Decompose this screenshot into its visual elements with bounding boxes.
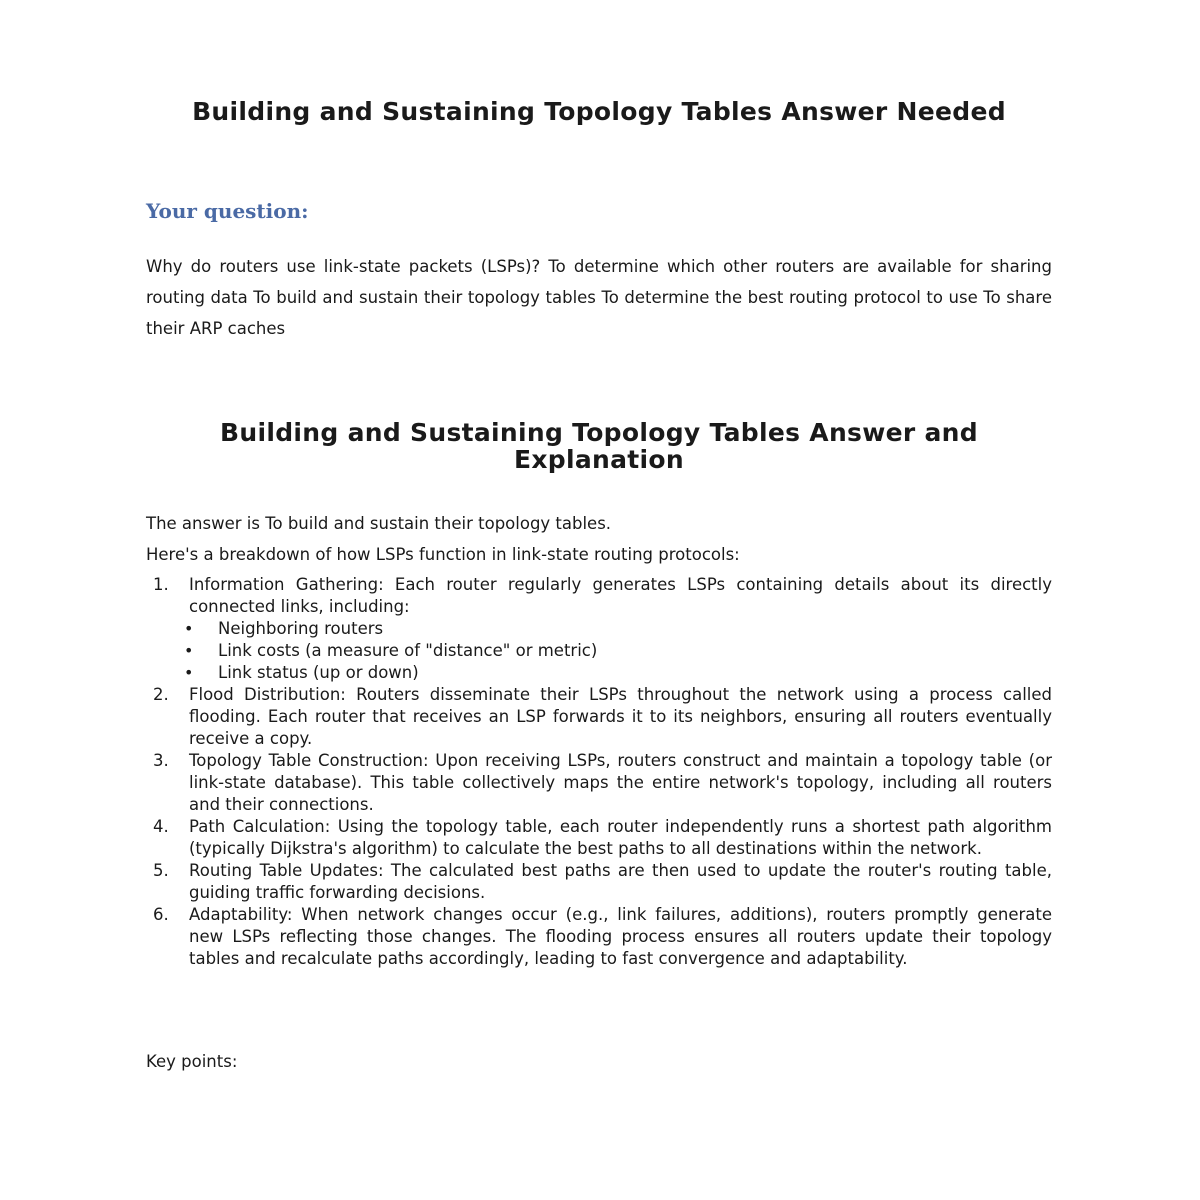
step-number: 4. <box>153 817 169 836</box>
bullet-text: Link status (up or down) <box>218 663 419 682</box>
bullet-item <box>184 640 1052 662</box>
step-text: Information Gathering: Each router regularly generates LSPs containing details about its directly connected links, including: <box>189 575 1052 616</box>
list-item <box>146 574 1052 684</box>
step-number: 5. <box>153 861 169 880</box>
step-text: Topology Table Construction: Upon receiving LSPs, routers construct and maintain a topology table (or link-state database). This table collectively maps the entire network's topology, including all routers and their connections. <box>189 751 1052 814</box>
question-text: Why do routers use link-state packets (LSPs)? To determine which other routers are available for sharing routing data To build and sustain their topology tables To determine the best routing protocol to use To share their ARP caches <box>146 257 1052 338</box>
answer-statement: The answer is To build and sustain their topology tables. <box>146 514 612 533</box>
bullet-icon: • <box>184 619 194 638</box>
list-item <box>146 750 1052 816</box>
bullet-icon: • <box>184 641 194 660</box>
bullet-item <box>184 662 1052 684</box>
list-item <box>146 816 1052 860</box>
question-heading: Your question: <box>146 199 309 223</box>
list-item <box>146 684 1052 750</box>
step-number: 2. <box>153 685 169 704</box>
list-item <box>146 860 1052 904</box>
step-text: Path Calculation: Using the topology table, each router independently runs a shortest path algorithm (typically Dijkstra's algorithm) to calculate the best paths to all destinations within the network. <box>189 817 1052 858</box>
step-number: 6. <box>153 905 169 924</box>
bullet-icon: • <box>184 663 194 682</box>
document-title: Building and Sustaining Topology Tables Answer Needed <box>192 97 1006 126</box>
breakdown-intro: Here's a breakdown of how LSPs function in link-state routing protocols: <box>146 545 740 564</box>
step-number: 3. <box>153 751 169 770</box>
bullet-item <box>184 618 1052 640</box>
steps-list <box>146 574 1052 970</box>
step-text: Routing Table Updates: The calculated best paths are then used to update the router's routing table, guiding traffic forwarding decisions. <box>189 861 1052 902</box>
step-number: 1. <box>153 575 169 594</box>
answer-title: Building and Sustaining Topology Tables Answer and Explanation <box>220 418 978 474</box>
key-points-label: Key points: <box>146 1052 238 1071</box>
bullet-text: Neighboring routers <box>218 619 384 638</box>
bullet-list <box>184 618 1052 684</box>
list-item <box>146 904 1052 970</box>
step-text: Adaptability: When network changes occur (e.g., link failures, additions), routers promptly generate new LSPs reflecting those changes. The flooding process ensures all routers update their topology tables and recalculate paths accordingly, leading to fast convergence and adaptability. <box>189 905 1052 968</box>
bullet-text: Link costs (a measure of "distance" or metric) <box>218 641 598 660</box>
step-text: Flood Distribution: Routers disseminate their LSPs throughout the network using a process called flooding. Each router that receives an LSP forwards it to its neighbors, ensuring all routers eventually receive a copy. <box>189 685 1052 748</box>
